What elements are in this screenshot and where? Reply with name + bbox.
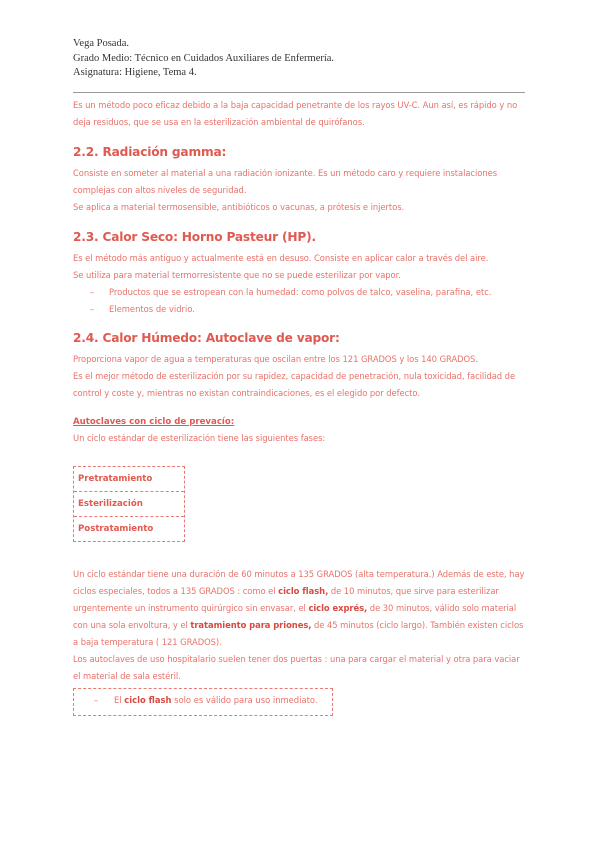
author-line: Vega Posada. — [73, 38, 129, 49]
cycle-text-2: de 10 minutos, que sirve para esterilizar urgentemente un instrumento quirúrgico sin envasar, el — [73, 586, 499, 613]
intro-paragraph: Es un método poco eficaz debido a la baja capacidad penetrante de los rayos UV-C. Aun así, es rápido y no deja residuos, que se usa en la esterilización ambiental de quirófanos. — [73, 100, 518, 127]
document-body — [73, 97, 528, 716]
phase-esterilizacion: Esterilización — [74, 492, 184, 517]
document-header — [73, 37, 334, 81]
gamma-paragraph-1: Consiste en someter al material a una radiación ionizante. Es un método caro y requiere instalaciones complejas con altos niveles de seguridad. — [73, 168, 498, 195]
note-text-post: solo es válido para uso inmediato. — [171, 695, 318, 705]
cycle-text-1: Un ciclo estándar tiene una duración de 60 minutos a 135 GRADOS (alta temperatura.) Además de este, hay ciclos especiales, todos a 135 GRADOS : como el — [73, 569, 525, 596]
cycle-flash-term: ciclo flash, — [278, 586, 329, 596]
doors-paragraph: Los autoclaves de uso hospitalario suelen tener dos puertas : una para cargar el material y otra para vaciar el material de sala estéril. — [73, 654, 520, 681]
cycle-text-4: de 45 minutos (ciclo largo). También existen ciclos a baja temperatura ( 121 GRADOS). — [73, 620, 524, 647]
autoclave-paragraph-1: Proporciona vapor de agua a temperaturas que oscilan entre los 121 GRADOS y los 140 GRADOS. — [73, 354, 478, 364]
pasteur-paragraph-2: Se utiliza para material termorresistente que no se puede esterilizar por vapor. — [73, 270, 401, 280]
header-divider — [73, 92, 525, 93]
pasteur-list — [73, 284, 528, 318]
pasteur-paragraph-1: Es el método más antiguo y actualmente está en desuso. Consiste en aplicar calor a través del aire. — [73, 253, 489, 263]
subject-line: Asignatura: Higiene, Tema 4. — [73, 67, 197, 78]
cycle-prion-term: tratamiento para priones, — [190, 620, 312, 630]
autoclave-paragraph-2: Es el mejor método de esterilización por su rapidez, capacidad de penetración, nula toxicidad, facilidad de control y coste y, mientras no existan contraindicaciones, es el elegido por defecto. — [73, 371, 516, 398]
autoclave-heading: 2.4. Calor Húmedo: Autoclave de vapor: — [73, 331, 340, 345]
pasteur-heading: 2.3. Calor Seco: Horno Pasteur (HP). — [73, 230, 316, 244]
list-item: – Productos que se estropean con la humedad: como polvos de talco, vaselina, parafina, etc. — [73, 284, 528, 301]
list-item: – Elementos de vidrio. — [73, 301, 528, 318]
phase-pretratamiento: Pretratamiento — [74, 467, 184, 492]
note-flash-term: ciclo flash — [124, 695, 172, 705]
prevacuum-subheading: Autoclaves con ciclo de prevacío: — [73, 417, 235, 427]
course-line: Grado Medio: Técnico en Cuidados Auxiliares de Enfermería. — [73, 52, 335, 64]
cycle-express-term: ciclo exprés, — [308, 603, 368, 613]
cycle-paragraph — [73, 566, 528, 651]
flash-note — [114, 695, 318, 705]
phases-box — [73, 466, 185, 542]
note-bullet: – — [94, 695, 99, 705]
phases-intro: Un ciclo estándar de esterilización tiene las siguientes fases: — [73, 433, 326, 443]
phase-postratamiento: Postratamiento — [78, 524, 154, 534]
cycle-text-3: de 30 minutos, válido solo material con una sola envoltura, y el — [73, 603, 517, 630]
gamma-paragraph-2: Se aplica a material termosensible, antibióticos o vacunas, a prótesis e injertos. — [73, 202, 405, 212]
gamma-heading: 2.2. Radiación gamma: — [73, 145, 227, 159]
note-text-pre: El — [114, 695, 125, 705]
flash-note-box — [73, 688, 333, 716]
